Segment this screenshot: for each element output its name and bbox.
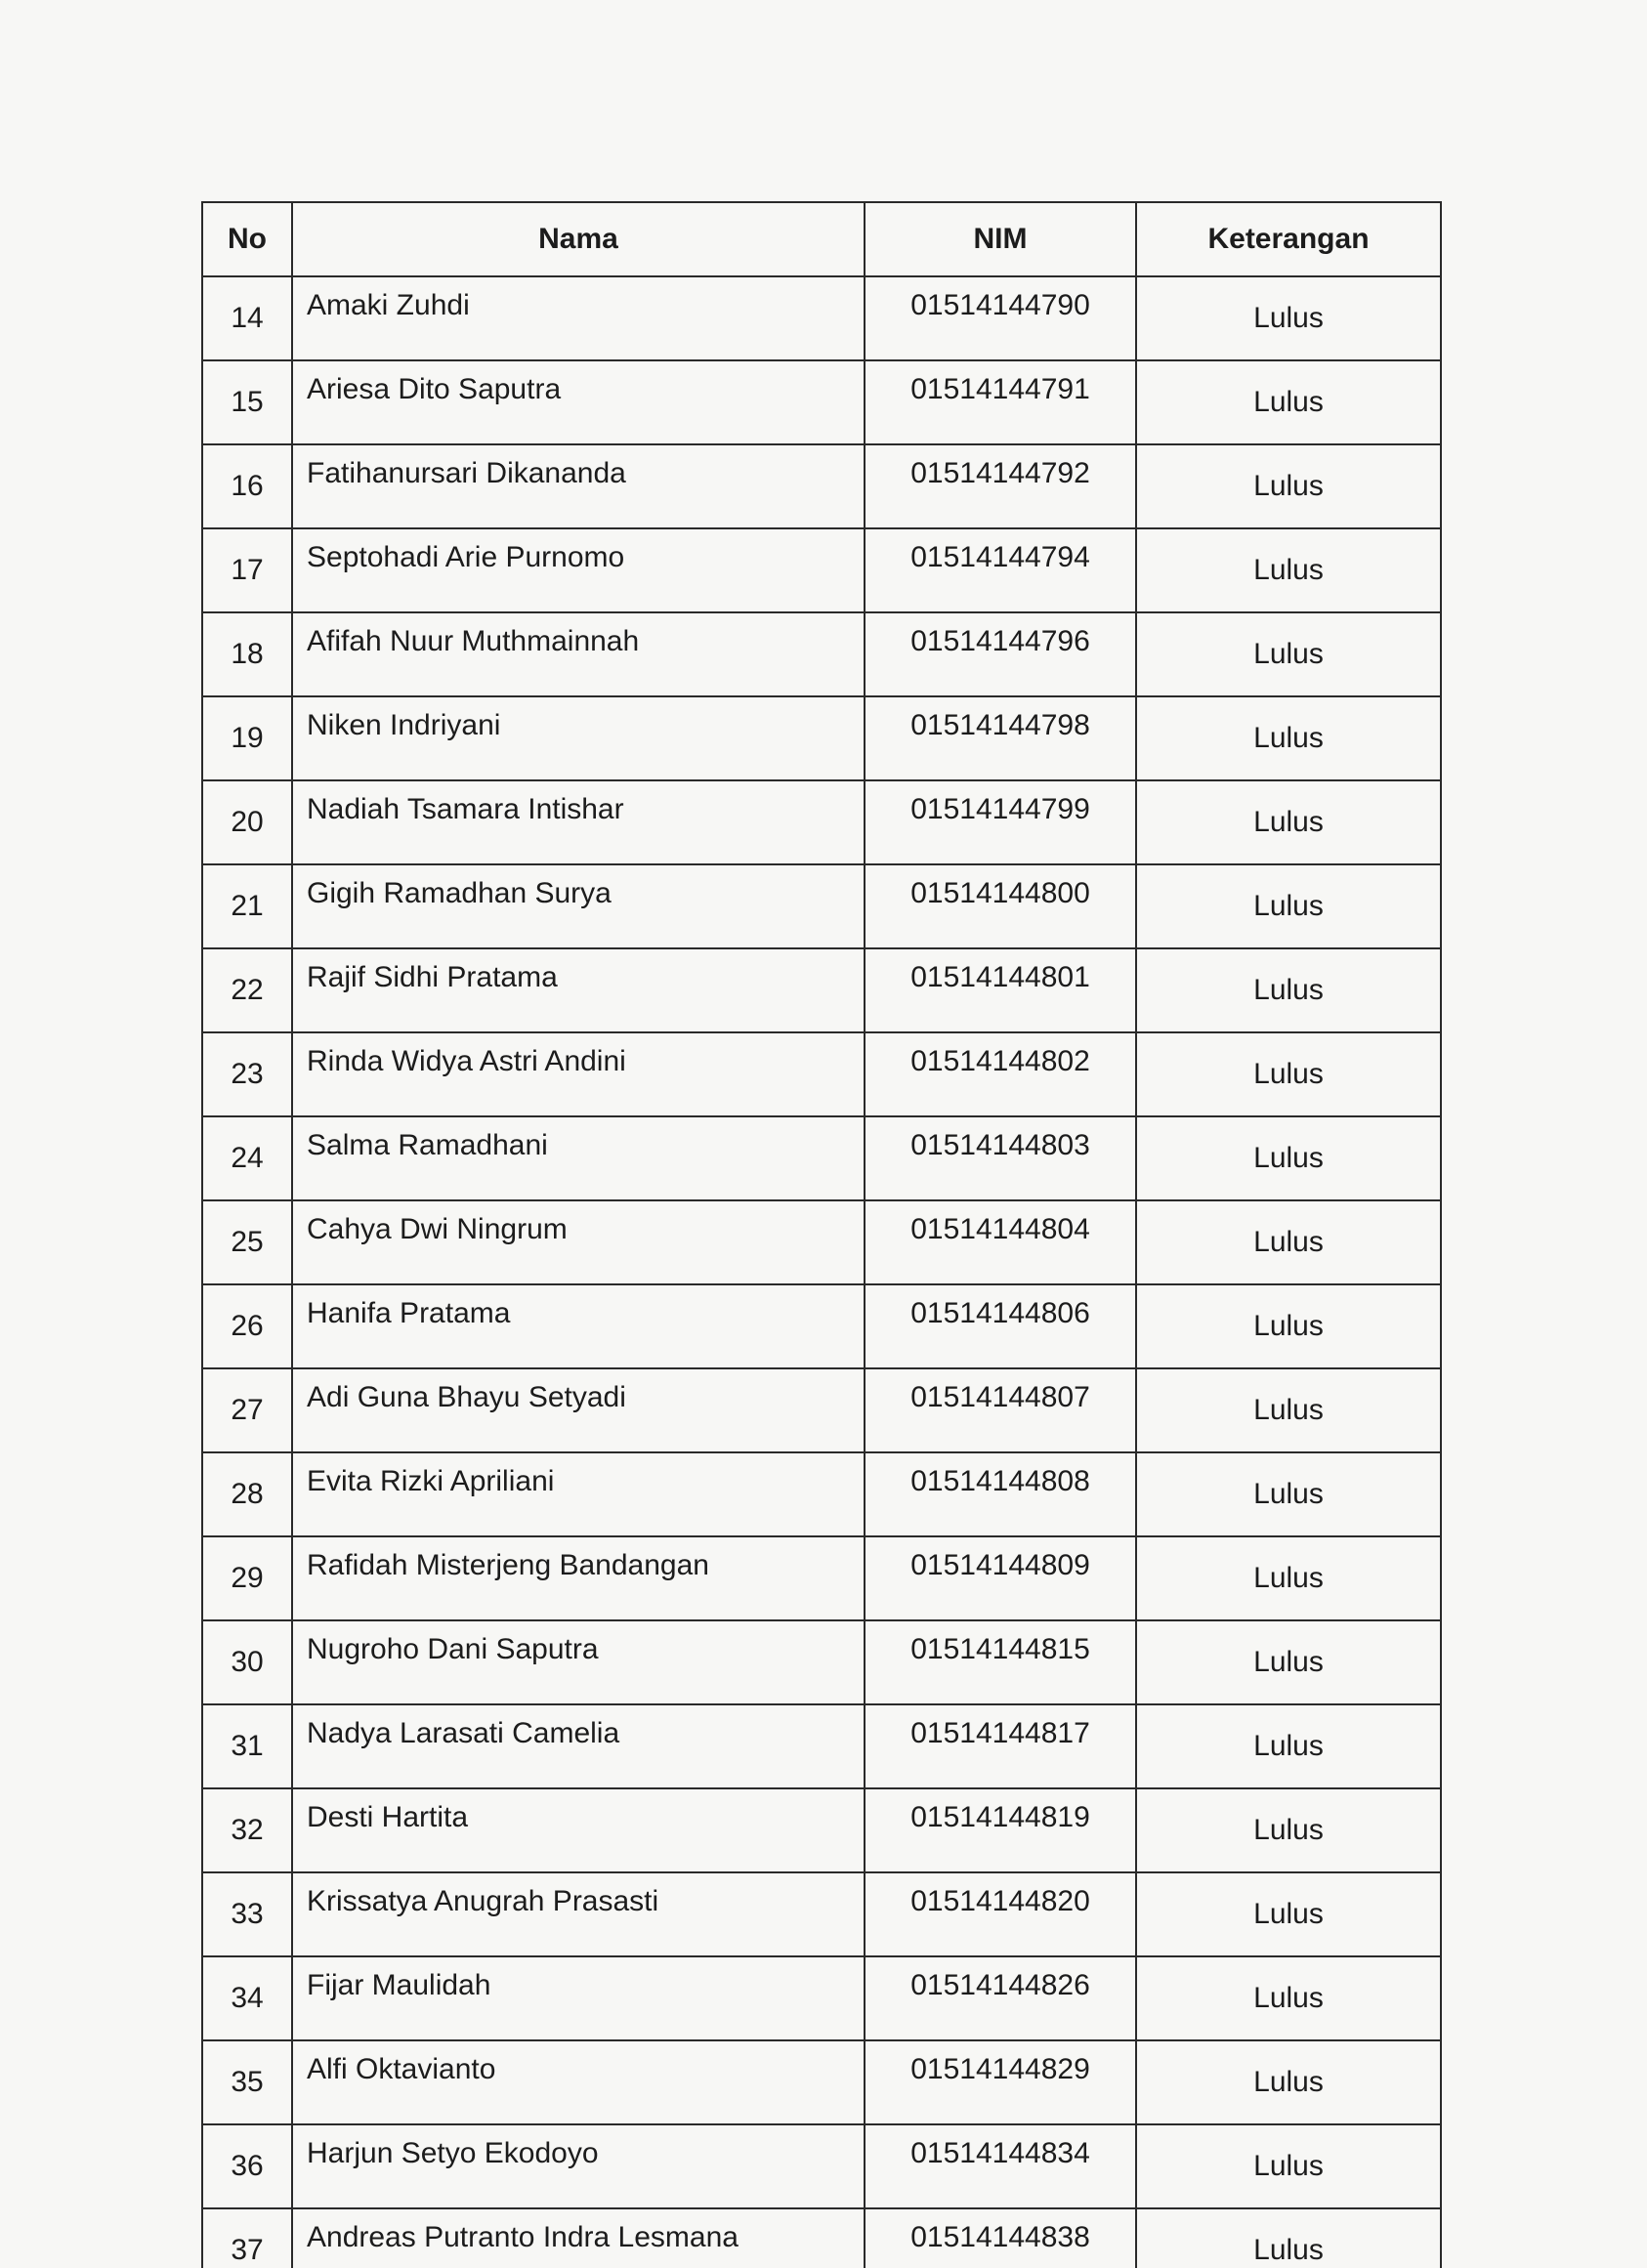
table-row	[202, 1284, 1441, 1368]
cell-no: 29	[202, 1536, 292, 1620]
cell-keterangan: Lulus	[1136, 1452, 1441, 1536]
cell-nama: Ariesa Dito Saputra	[292, 360, 865, 444]
cell-no: 34	[202, 1956, 292, 2040]
table-row	[202, 1620, 1441, 1704]
header-row	[202, 202, 1441, 276]
cell-no: 32	[202, 1788, 292, 1872]
cell-no: 18	[202, 612, 292, 696]
cell-no: 30	[202, 1620, 292, 1704]
cell-nim: 01514144838	[865, 2208, 1136, 2268]
cell-nama: Evita Rizki Apriliani	[292, 1452, 865, 1536]
cell-nim: 01514144819	[865, 1788, 1136, 1872]
cell-nim: 01514144791	[865, 360, 1136, 444]
table-row	[202, 612, 1441, 696]
cell-no: 27	[202, 1368, 292, 1452]
cell-no: 20	[202, 780, 292, 864]
cell-nama: Nugroho Dani Saputra	[292, 1620, 865, 1704]
cell-nama: Gigih Ramadhan Surya	[292, 864, 865, 948]
cell-nama: Hanifa Pratama	[292, 1284, 865, 1368]
cell-nim: 01514144804	[865, 1200, 1136, 1284]
cell-nama: Amaki Zuhdi	[292, 276, 865, 360]
cell-no: 28	[202, 1452, 292, 1536]
cell-nama: Afifah Nuur Muthmainnah	[292, 612, 865, 696]
table-row	[202, 1788, 1441, 1872]
table-row	[202, 2208, 1441, 2268]
table-row	[202, 1536, 1441, 1620]
cell-nama: Nadya Larasati Camelia	[292, 1704, 865, 1788]
table-row	[202, 780, 1441, 864]
cell-keterangan: Lulus	[1136, 1284, 1441, 1368]
header-no: No	[202, 202, 292, 276]
cell-nim: 01514144809	[865, 1536, 1136, 1620]
cell-nim: 01514144807	[865, 1368, 1136, 1452]
table-row	[202, 2040, 1441, 2124]
cell-keterangan: Lulus	[1136, 1032, 1441, 1116]
cell-keterangan: Lulus	[1136, 612, 1441, 696]
cell-nim: 01514144792	[865, 444, 1136, 528]
cell-nim: 01514144834	[865, 2124, 1136, 2208]
cell-nim: 01514144799	[865, 780, 1136, 864]
table-row	[202, 948, 1441, 1032]
table-body	[202, 276, 1441, 2268]
cell-no: 25	[202, 1200, 292, 1284]
cell-no: 33	[202, 1872, 292, 1956]
cell-nama: Rinda Widya Astri Andini	[292, 1032, 865, 1116]
cell-nim: 01514144829	[865, 2040, 1136, 2124]
cell-no: 37	[202, 2208, 292, 2268]
cell-no: 16	[202, 444, 292, 528]
cell-keterangan: Lulus	[1136, 2208, 1441, 2268]
table-row	[202, 444, 1441, 528]
cell-nama: Andreas Putranto Indra Lesmana	[292, 2208, 865, 2268]
cell-nim: 01514144826	[865, 1956, 1136, 2040]
cell-nama: Fatihanursari Dikananda	[292, 444, 865, 528]
cell-keterangan: Lulus	[1136, 1788, 1441, 1872]
cell-keterangan: Lulus	[1136, 360, 1441, 444]
student-table-container	[201, 201, 1440, 2268]
cell-nim: 01514144820	[865, 1872, 1136, 1956]
cell-nama: Adi Guna Bhayu Setyadi	[292, 1368, 865, 1452]
cell-nim: 01514144798	[865, 696, 1136, 780]
cell-nama: Alfi Oktavianto	[292, 2040, 865, 2124]
cell-nim: 01514144803	[865, 1116, 1136, 1200]
table-row	[202, 696, 1441, 780]
cell-no: 19	[202, 696, 292, 780]
table-row	[202, 276, 1441, 360]
table-row	[202, 1032, 1441, 1116]
cell-no: 15	[202, 360, 292, 444]
table-row	[202, 1452, 1441, 1536]
cell-keterangan: Lulus	[1136, 780, 1441, 864]
table-row	[202, 2124, 1441, 2208]
table-row	[202, 1116, 1441, 1200]
table-row	[202, 528, 1441, 612]
cell-keterangan: Lulus	[1136, 528, 1441, 612]
cell-nim: 01514144817	[865, 1704, 1136, 1788]
cell-no: 35	[202, 2040, 292, 2124]
cell-no: 21	[202, 864, 292, 948]
cell-no: 26	[202, 1284, 292, 1368]
cell-no: 17	[202, 528, 292, 612]
header-nama: Nama	[292, 202, 865, 276]
cell-keterangan: Lulus	[1136, 1956, 1441, 2040]
cell-no: 14	[202, 276, 292, 360]
cell-no: 22	[202, 948, 292, 1032]
table-row	[202, 1872, 1441, 1956]
cell-keterangan: Lulus	[1136, 2040, 1441, 2124]
table-row	[202, 1368, 1441, 1452]
table-row	[202, 864, 1441, 948]
cell-nim: 01514144800	[865, 864, 1136, 948]
cell-nim: 01514144790	[865, 276, 1136, 360]
cell-nama: Cahya Dwi Ningrum	[292, 1200, 865, 1284]
cell-keterangan: Lulus	[1136, 276, 1441, 360]
cell-nim: 01514144806	[865, 1284, 1136, 1368]
cell-no: 31	[202, 1704, 292, 1788]
cell-nim: 01514144802	[865, 1032, 1136, 1116]
cell-keterangan: Lulus	[1136, 1116, 1441, 1200]
cell-keterangan: Lulus	[1136, 696, 1441, 780]
cell-keterangan: Lulus	[1136, 2124, 1441, 2208]
cell-nama: Rafidah Misterjeng Bandangan	[292, 1536, 865, 1620]
table-row	[202, 1200, 1441, 1284]
header-keterangan: Keterangan	[1136, 202, 1441, 276]
cell-keterangan: Lulus	[1136, 1704, 1441, 1788]
cell-keterangan: Lulus	[1136, 1200, 1441, 1284]
cell-nim: 01514144794	[865, 528, 1136, 612]
cell-nama: Salma Ramadhani	[292, 1116, 865, 1200]
cell-nama: Fijar Maulidah	[292, 1956, 865, 2040]
cell-nim: 01514144796	[865, 612, 1136, 696]
table-row	[202, 360, 1441, 444]
cell-nama: Desti Hartita	[292, 1788, 865, 1872]
student-table	[201, 201, 1442, 2268]
table-row	[202, 1956, 1441, 2040]
cell-no: 24	[202, 1116, 292, 1200]
cell-nama: Rajif Sidhi Pratama	[292, 948, 865, 1032]
cell-nama: Septohadi Arie Purnomo	[292, 528, 865, 612]
cell-keterangan: Lulus	[1136, 1872, 1441, 1956]
cell-no: 36	[202, 2124, 292, 2208]
cell-keterangan: Lulus	[1136, 444, 1441, 528]
table-header	[202, 202, 1441, 276]
cell-no: 23	[202, 1032, 292, 1116]
cell-keterangan: Lulus	[1136, 1536, 1441, 1620]
cell-keterangan: Lulus	[1136, 948, 1441, 1032]
cell-nim: 01514144801	[865, 948, 1136, 1032]
cell-nama: Harjun Setyo Ekodoyo	[292, 2124, 865, 2208]
cell-nama: Nadiah Tsamara Intishar	[292, 780, 865, 864]
table-row	[202, 1704, 1441, 1788]
cell-keterangan: Lulus	[1136, 1368, 1441, 1452]
cell-nama: Niken Indriyani	[292, 696, 865, 780]
cell-nama: Krissatya Anugrah Prasasti	[292, 1872, 865, 1956]
cell-keterangan: Lulus	[1136, 1620, 1441, 1704]
cell-nim: 01514144815	[865, 1620, 1136, 1704]
header-nim: NIM	[865, 202, 1136, 276]
cell-nim: 01514144808	[865, 1452, 1136, 1536]
cell-keterangan: Lulus	[1136, 864, 1441, 948]
